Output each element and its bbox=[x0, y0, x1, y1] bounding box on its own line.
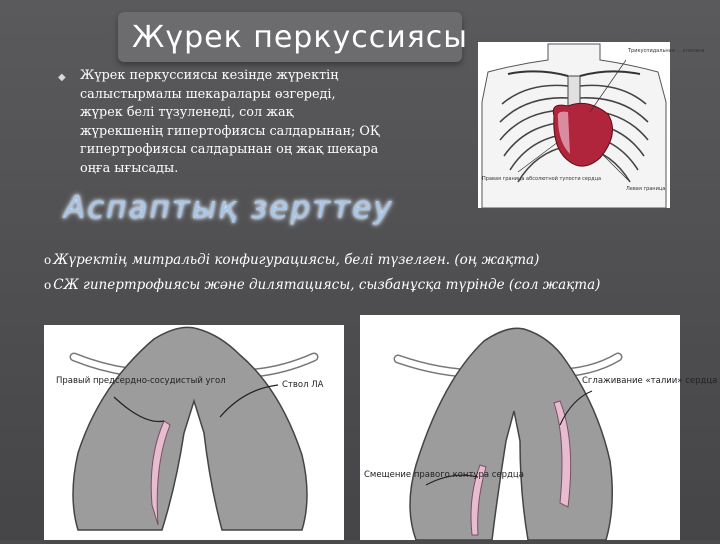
heart-silhouette-left-panel bbox=[44, 325, 344, 540]
list-item bbox=[44, 276, 644, 295]
chest-heart-illustration bbox=[478, 42, 705, 208]
section-subtitle: Аспаптық зерттеу bbox=[64, 190, 394, 226]
label-pulmonary-trunk: Ствол ЛА bbox=[282, 380, 324, 390]
diamond-bullet-icon: ◆ bbox=[58, 72, 66, 83]
label-waist-smoothing: Сглаживание «талии» сердца bbox=[582, 376, 718, 386]
label-right-border: Правая граница абсолютной тупости сердца bbox=[482, 176, 602, 182]
list-item-text: Жүректің митральді конфигурациясы, белі түзелген. (оң жақта) bbox=[53, 252, 540, 268]
bullet-circle-icon: o bbox=[44, 278, 52, 292]
list-item-text: СЖ гипертрофиясы және дилятациясы, сызбанұсқа түрінде (сол жақта) bbox=[53, 277, 601, 293]
percussion-paragraph: Жүрек перкуссиясы кезінде жүректің салыстырмалы шекаралары өзгереді, жүрек белі түзуленеді, сол жақ жүрекшенің гипертофиясы салдарынан; ОҚ гипертрофиясы салдарынан оң жақ шекара оңға ығысады. bbox=[80, 68, 380, 176]
bullet-circle-icon: o bbox=[44, 253, 52, 267]
label-left-border: Левая граница bbox=[626, 186, 666, 192]
list-item bbox=[44, 251, 644, 270]
heart-silhouette-left bbox=[44, 325, 344, 540]
heart-silhouette-right-panel bbox=[360, 315, 718, 540]
label-tricuspid: Трикуспидальная ... клапана bbox=[628, 48, 705, 54]
label-right-atrial-angle: Правый предсердно-сосудистый угол bbox=[56, 376, 226, 386]
slide-title: Жүрек перкуссиясы bbox=[132, 20, 468, 55]
heart-silhouette-right bbox=[360, 315, 718, 540]
label-right-contour-shift: Смещение правого контура сердца bbox=[364, 470, 524, 480]
chest-heart-figure bbox=[478, 42, 705, 208]
